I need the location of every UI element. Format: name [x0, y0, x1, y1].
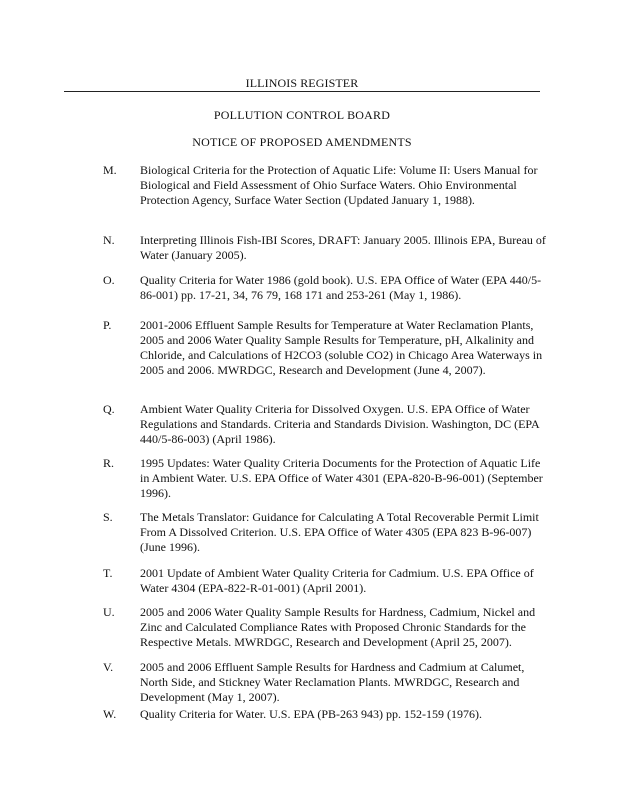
item-letter: W.	[103, 707, 117, 721]
register-title: ILLINOIS REGISTER	[245, 76, 359, 90]
item-text: Quality Criteria for Water. U.S. EPA (PB-263 943) pp. 152-159 (1976).	[140, 707, 483, 721]
item-text: 2001-2006 Effluent Sample Results for Temperature at Water Reclamation Plants, 2005 and 2006 Water Quality Sample Results for Temperature, pH, Alkalinity and Chloride, and Calculations of H2CO3 (soluble CO2) in Chicago Area Waterways in 2005 and 2006. MWRDGC, Research and Development (June 4, 2007).	[140, 318, 543, 377]
item-letter: Q.	[103, 402, 115, 416]
item-letter: O.	[103, 273, 115, 287]
header-rule	[64, 91, 540, 92]
item-letter: V.	[103, 660, 114, 674]
item-letter: U.	[103, 605, 115, 619]
board-name: POLLUTION CONTROL BOARD	[213, 108, 391, 122]
item-text: Quality Criteria for Water 1986 (gold book). U.S. EPA Office of Water (EPA 440/5-86-001) pp. 17-21, 34, 76 79, 168 171 and 253-261 (May 1, 1986).	[140, 273, 542, 302]
item-letter: P.	[103, 318, 112, 332]
item-text: 1995 Updates: Water Quality Criteria Documents for the Protection of Aquatic Life in Ambient Water. U.S. EPA Office of Water 4301 (EPA-820-B-96-001) (September 1996).	[140, 456, 543, 500]
item-text: 2005 and 2006 Effluent Sample Results for Hardness and Cadmium at Calumet, North Side, and Stickney Water Reclamation Plants. MWRDGC, Research and Development (May 1, 2007).	[140, 660, 525, 704]
item-text: 2001 Update of Ambient Water Quality Criteria for Cadmium. U.S. EPA Office of Water 4304 (EPA-822-R-01-001) (April 2001).	[140, 566, 534, 595]
item-letter: T.	[103, 566, 113, 580]
item-text: Ambient Water Quality Criteria for Dissolved Oxygen. U.S. EPA Office of Water Regulations and Standards. Criteria and Standards Division. Washington, DC (EPA 440/5-86-003) (April 1986).	[140, 402, 540, 446]
item-text: 2005 and 2006 Water Quality Sample Results for Hardness, Cadmium, Nickel and Zinc and Calculated Compliance Rates with Proposed Chronic Standards for the Respective Metals. MWRDGC, Research and Development (April 25, 2007).	[140, 605, 536, 649]
item-letter: N.	[103, 233, 115, 247]
item-letter: R.	[103, 456, 115, 470]
item-text: Biological Criteria for the Protection of Aquatic Life: Volume II: Users Manual for Biological and Field Assessment of Ohio Surface Waters. Ohio Environmental Protection Agency, Surface Water Section (Updated January 1, 1988).	[140, 163, 538, 207]
notice-title: NOTICE OF PROPOSED AMENDMENTS	[192, 135, 412, 149]
item-letter: M.	[103, 163, 117, 177]
item-letter: S.	[103, 510, 113, 524]
item-text: The Metals Translator: Guidance for Calculating A Total Recoverable Permit Limit From A Dissolved Criterion. U.S. EPA Office of Water 4305 (EPA 823 B-96-007) (June 1996).	[140, 510, 539, 554]
item-text: Interpreting Illinois Fish-IBI Scores, DRAFT: January 2005. Illinois EPA, Bureau of Water (January 2005).	[140, 233, 546, 262]
